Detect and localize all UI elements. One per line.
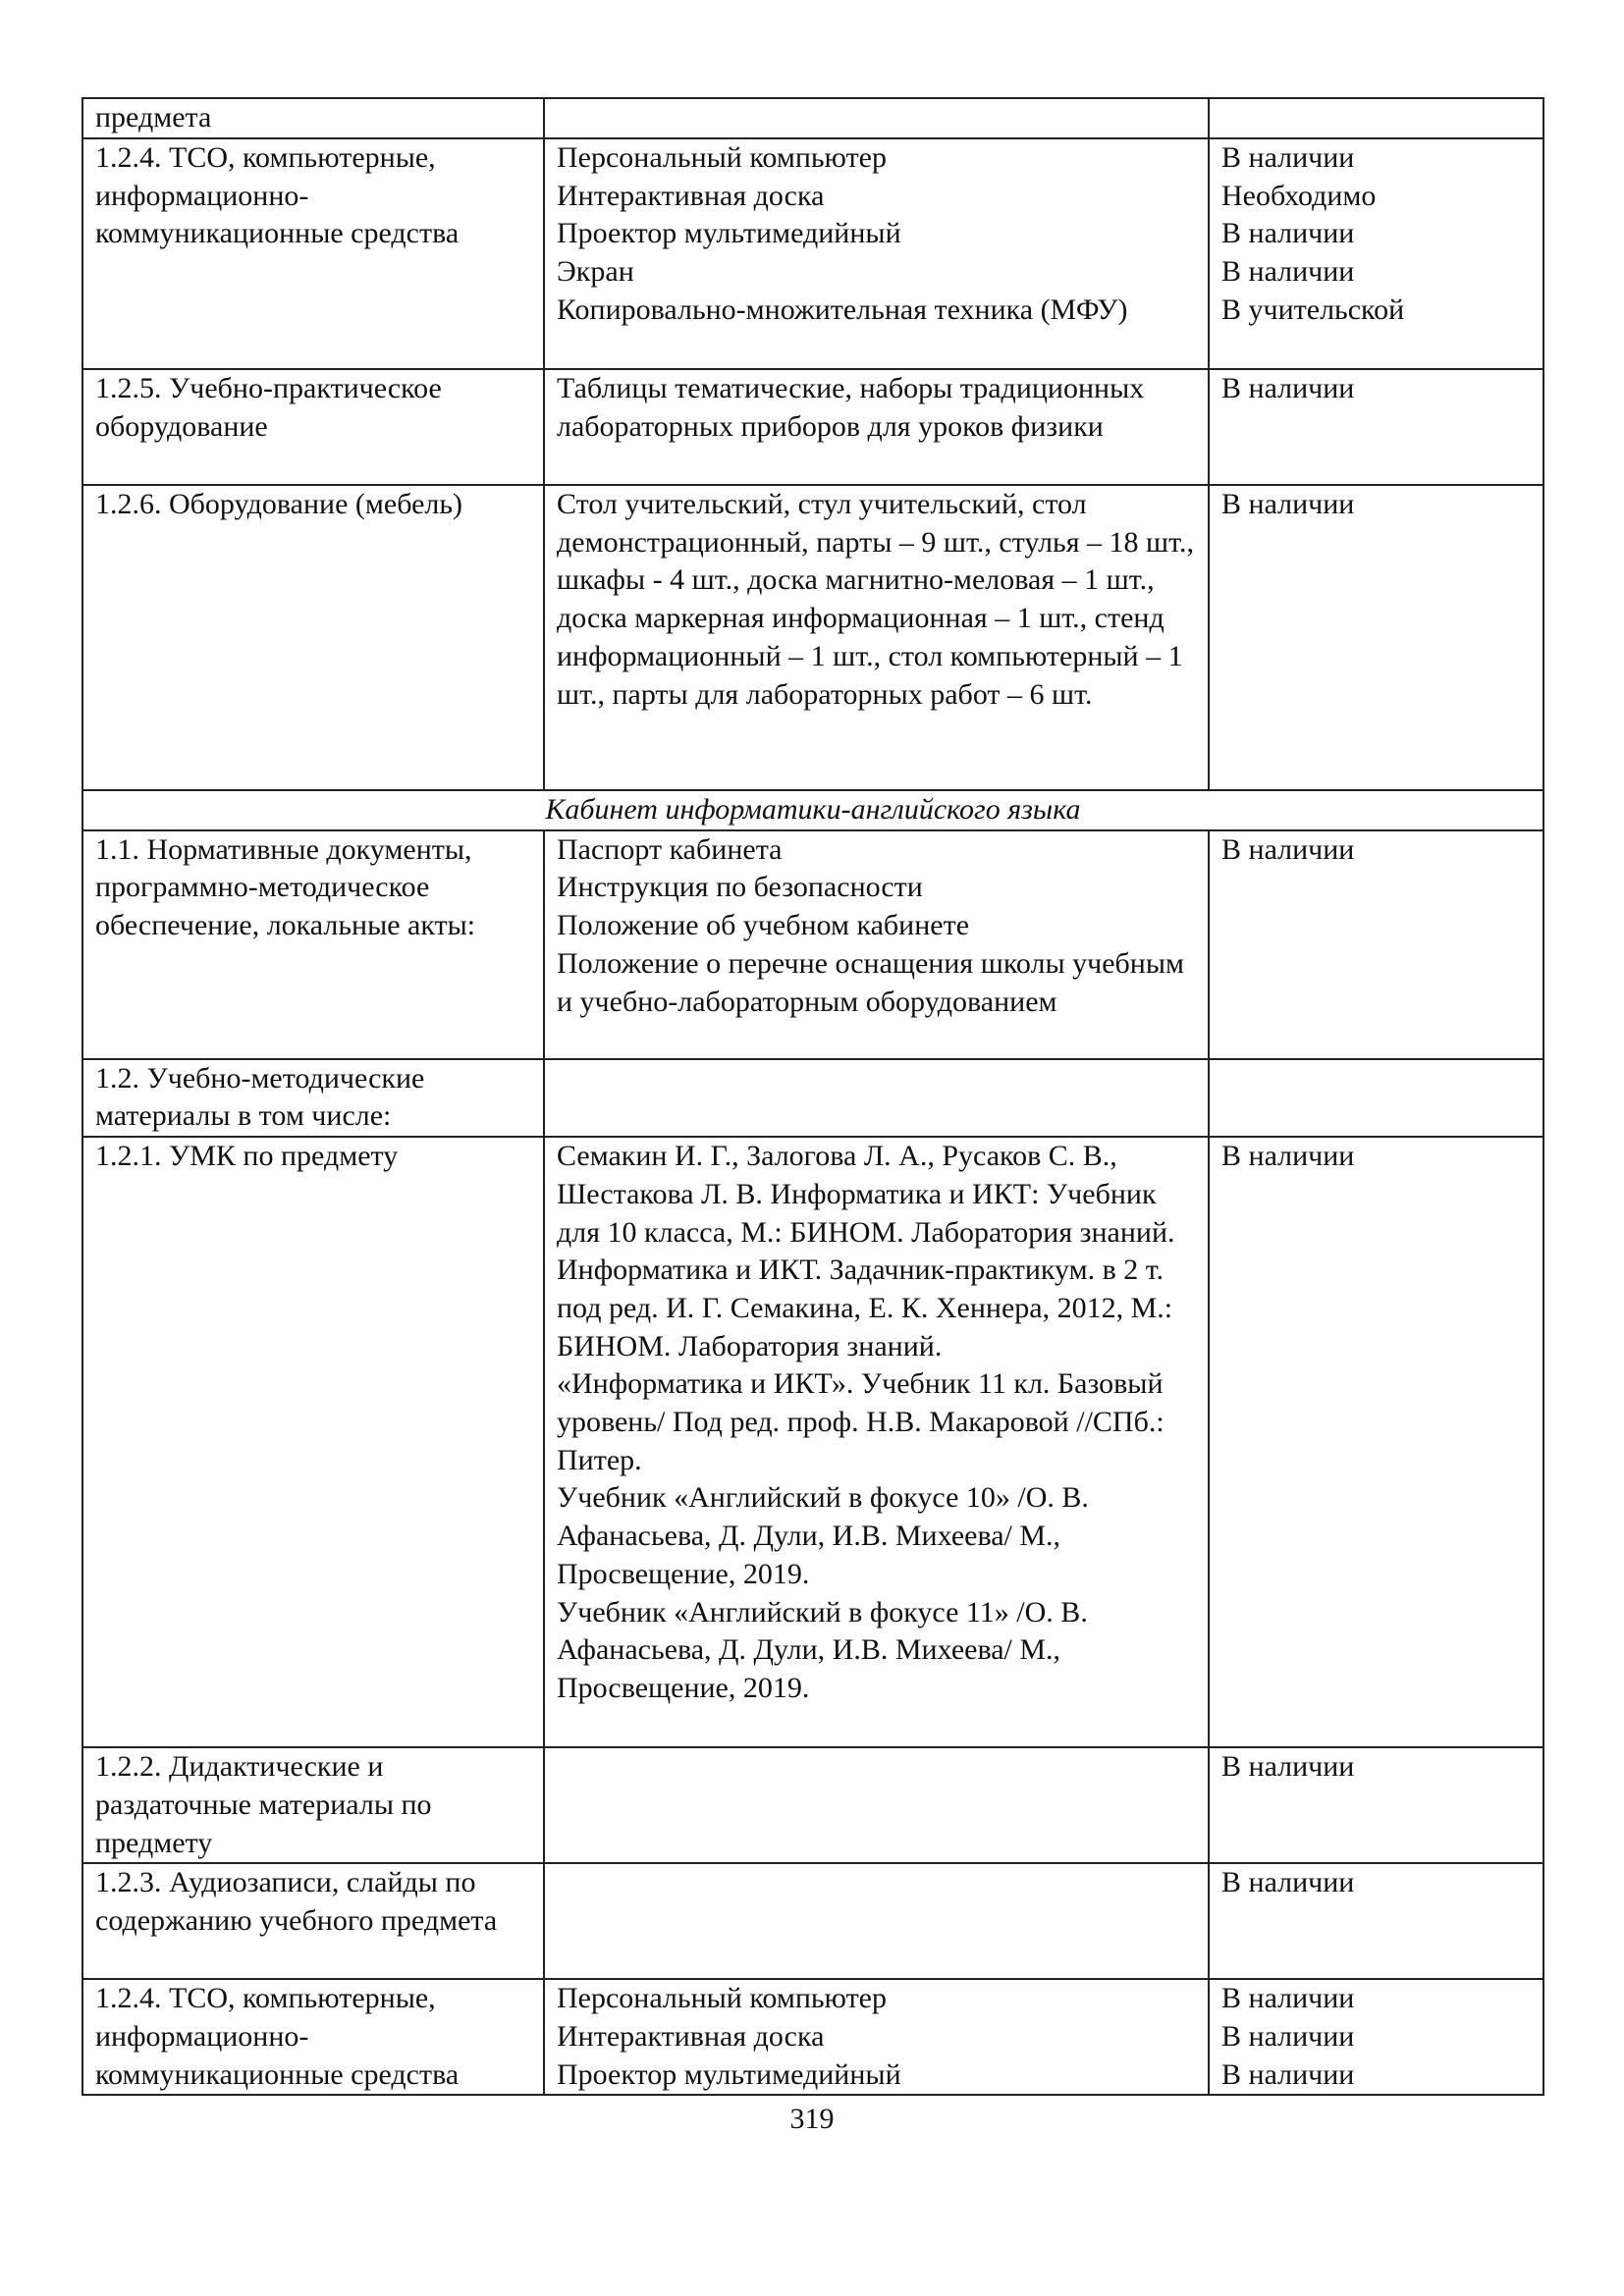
items-cell: Семакин И. Г., Залогова Л. А., Русаков С. В., Шестакова Л. В. Информатика и ИКТ: Учебник для 10 класса, М.: БИНОМ. Лаборатория знаний. Информатика и ИКТ. Задачник-практикум. в 2 т. под ред. И. Г. Семакина, Е. К. Хеннера, 2012, М.: БИНОМ. Лаборатория знаний. «Информатика и ИКТ». Учебник 11 кл. Базовый уровень/ Под ред. проф. Н.В. Макаровой //СПб.: Питер. Учебник «Английский в фокусе 10» /О. В. Афанасьева, Д. Дули, И.В. Михеева/ М., Просвещение, 2019. Учебник «Английский в фокусе 11» /О. В. Афанасьева, Д. Дули, И.В. Михеева/ М., Просвещение, 2019. [544,1137,1209,1747]
section-heading: Кабинет информатики-английского языка [82,790,1543,830]
table-row [82,98,1543,138]
category-cell: 1.2.6. Оборудование (мебель) [82,485,544,790]
category-cell: 1.1. Нормативные документы, программно-методическое обеспечение, локальные акты: [82,830,544,1059]
items-cell [544,1863,1209,1979]
items-cell: Стол учительский, стул учительский, стол демонстрационный, парты – 9 шт., стулья – 18 шт., шкафы - 4 шт., доска магнитно-меловая – 1 шт., доска маркерная информационная – 1 шт., стенд информационный – 1 шт., стол компьютерный – 1 шт., парты для лабораторных работ – 6 шт. [544,485,1209,790]
status-cell: В наличии [1209,1863,1543,1979]
table-row [82,1979,1543,2095]
category-cell: 1.2.1. УМК по предмету [82,1137,544,1747]
equipment-table [81,97,1544,2096]
status-cell [1209,1059,1543,1137]
items-cell: Паспорт кабинета Инструкция по безопасности Положение об учебном кабинете Положение о перечне оснащения школы учебным и учебно-лабораторным оборудованием [544,830,1209,1059]
status-cell: В наличии [1209,1137,1543,1747]
items-cell [544,1059,1209,1137]
status-cell: В наличии [1209,1747,1543,1863]
table-row [82,485,1543,790]
table-row [82,1059,1543,1137]
status-cell: В наличии В наличии В наличии [1209,1979,1543,2095]
table-row [82,138,1543,369]
table-row [82,830,1543,1059]
items-cell [544,1747,1209,1863]
table-row [82,1863,1543,1979]
status-cell [1209,98,1543,138]
category-cell: 1.2.5. Учебно-практическое оборудование [82,369,544,485]
table-row [82,369,1543,485]
status-cell: В наличии [1209,830,1543,1059]
table-row [82,1747,1543,1863]
category-cell: 1.2.4. ТСО, компьютерные, информационно-коммуникационные средства [82,138,544,369]
table-row [82,1137,1543,1747]
items-cell: Персональный компьютер Интерактивная доска Проектор мультимедийный [544,1979,1209,2095]
items-cell [544,98,1209,138]
category-cell: 1.2.3. Аудиозаписи, слайды по содержанию учебного предмета [82,1863,544,1979]
page-number: 319 [789,2103,835,2135]
category-cell: предмета [82,98,544,138]
section-row [82,790,1543,830]
items-cell: Персональный компьютер Интерактивная доска Проектор мультимедийный Экран Копировально-множительная техника (МФУ) [544,138,1209,369]
status-cell: В наличии Необходимо В наличии В наличии В учительской [1209,138,1543,369]
category-cell: 1.2. Учебно-методические материалы в том числе: [82,1059,544,1137]
category-cell: 1.2.2. Дидактические и раздаточные материалы по предмету [82,1747,544,1863]
status-cell: В наличии [1209,369,1543,485]
status-cell: В наличии [1209,485,1543,790]
category-cell: 1.2.4. ТСО, компьютерные, информационно-коммуникационные средства [82,1979,544,2095]
items-cell: Таблицы тематические, наборы традиционных лабораторных приборов для уроков физики [544,369,1209,485]
